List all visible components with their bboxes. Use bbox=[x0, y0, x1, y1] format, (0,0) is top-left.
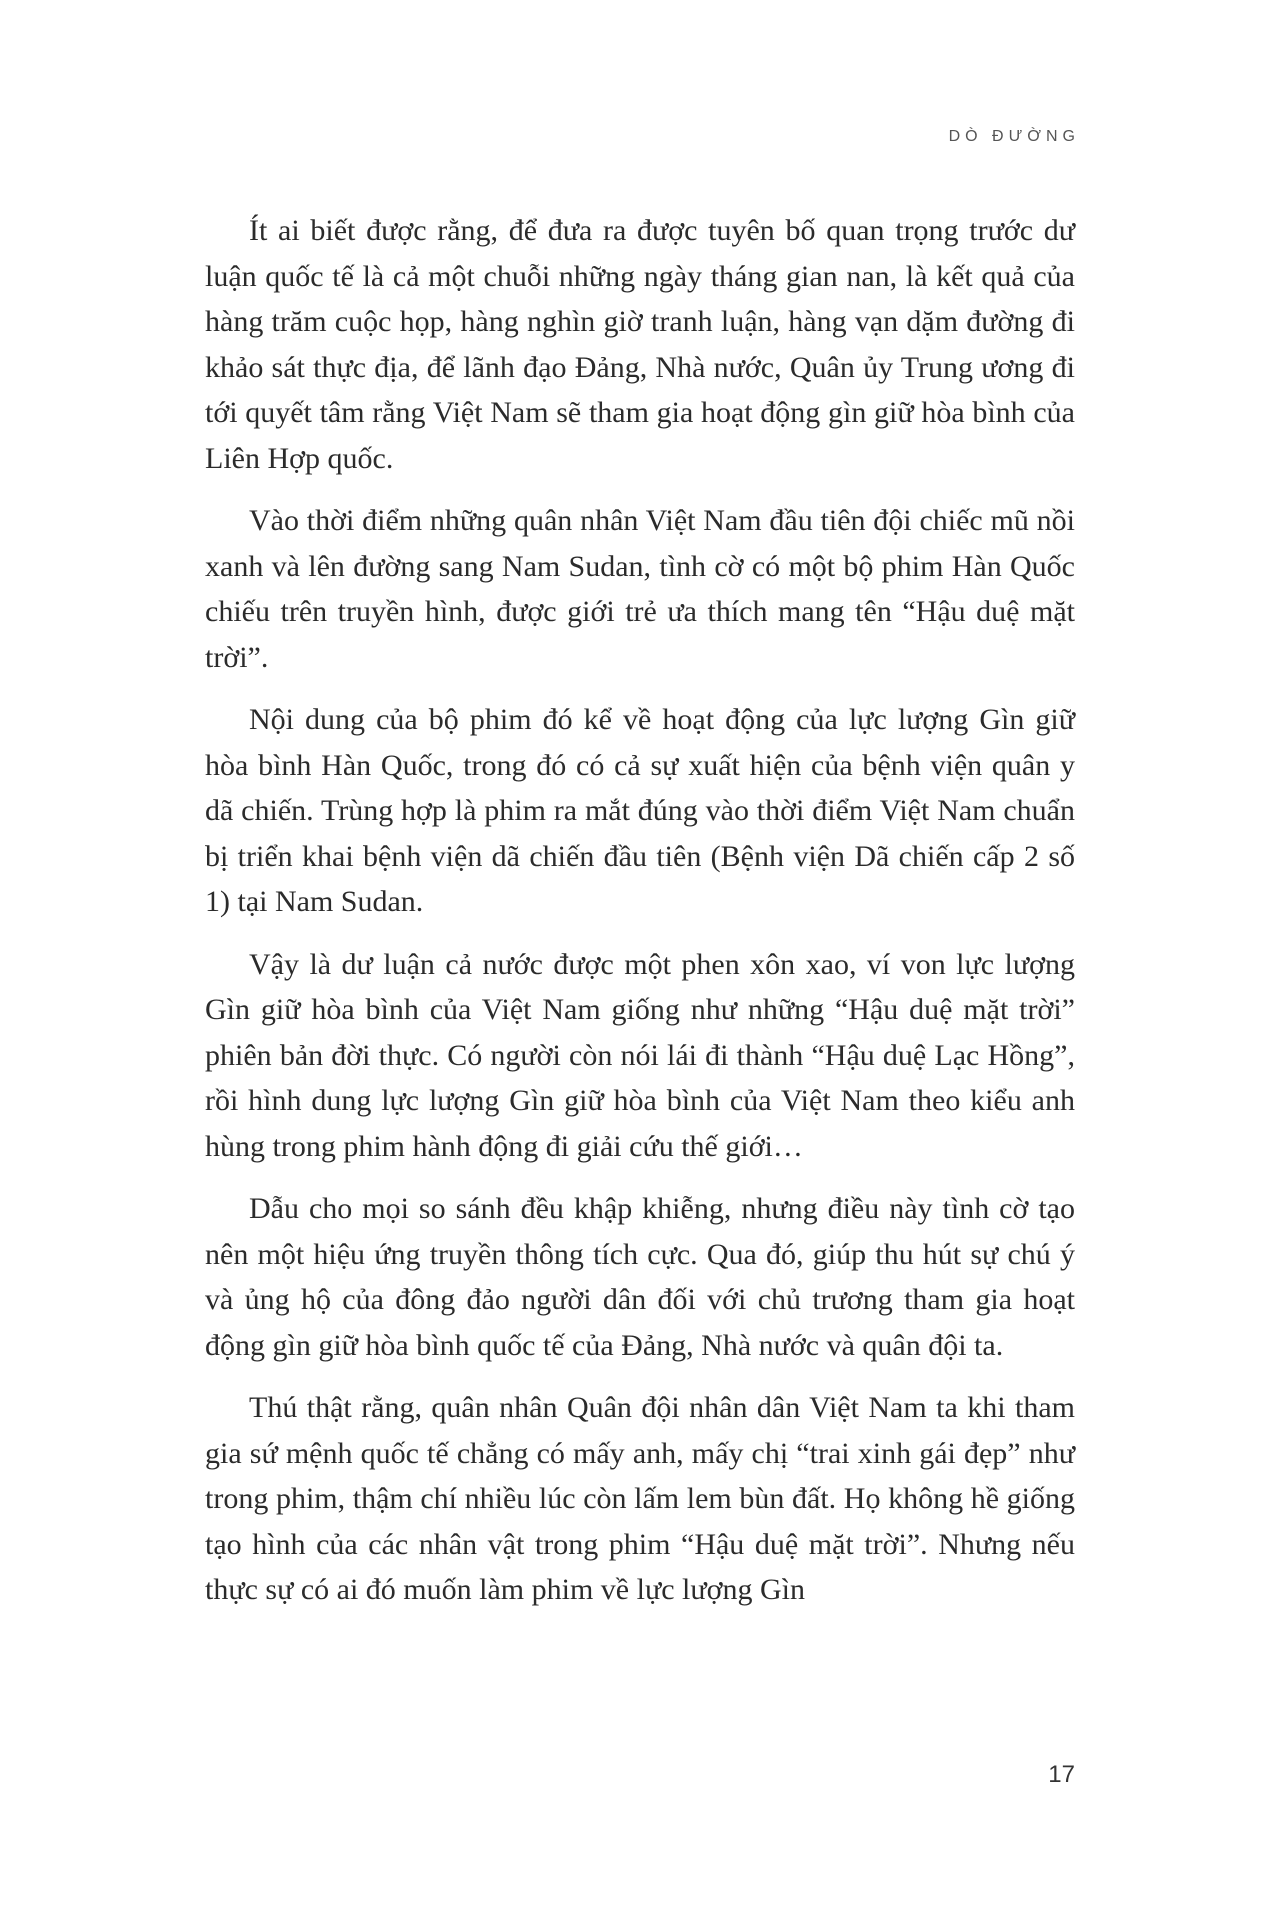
body-text bbox=[205, 208, 1075, 1613]
paragraph-5: Dẫu cho mọi so sánh đều khập khiễng, nhưng điều này tình cờ tạo nên một hiệu ứng truyền thông tích cực. Qua đó, giúp thu hút sự chú ý và ủng hộ của đông đảo người dân đối với chủ trương tham gia hoạt động gìn giữ hòa bình quốc tế của Đảng, Nhà nước và quân đội ta. bbox=[205, 1192, 1075, 1362]
paragraph-6: Thú thật rằng, quân nhân Quân đội nhân dân Việt Nam ta khi tham gia sứ mệnh quốc tế chẳng có mấy anh, mấy chị “trai xinh gái đẹp” như trong phim, thậm chí nhiều lúc còn lấm lem bùn đất. Họ không hề giống tạo hình của các nhân vật trong phim “Hậu duệ mặt trời”. Nhưng nếu thực sự có ai đó muốn làm phim về lực lượng Gìn bbox=[205, 1391, 1075, 1606]
paragraph-1: Ít ai biết được rằng, để đưa ra được tuyên bố quan trọng trước dư luận quốc tế là cả một chuỗi những ngày tháng gian nan, là kết quả của hàng trăm cuộc họp, hàng nghìn giờ tranh luận, hàng vạn dặm đường đi khảo sát thực địa, để lãnh đạo Đảng, Nhà nước, Quân ủy Trung ương đi tới quyết tâm rằng Việt Nam sẽ tham gia hoạt động gìn giữ hòa bình của Liên Hợp quốc. bbox=[205, 214, 1075, 475]
paragraph-3: Nội dung của bộ phim đó kể về hoạt động của lực lượng Gìn giữ hòa bình Hàn Quốc, trong đó có cả sự xuất hiện của bệnh viện quân y dã chiến. Trùng hợp là phim ra mắt đúng vào thời điểm Việt Nam chuẩn bị triển khai bệnh viện dã chiến đầu tiên (Bệnh viện Dã chiến cấp 2 số 1) tại Nam Sudan. bbox=[205, 703, 1075, 918]
page-number: 17 bbox=[1048, 1761, 1075, 1788]
paragraph-2: Vào thời điểm những quân nhân Việt Nam đầu tiên đội chiếc mũ nồi xanh và lên đường sang Nam Sudan, tình cờ có một bộ phim Hàn Quốc chiếu trên truyền hình, được giới trẻ ưa thích mang tên “Hậu duệ mặt trời”. bbox=[205, 504, 1075, 674]
paragraph-4: Vậy là dư luận cả nước được một phen xôn xao, ví von lực lượng Gìn giữ hòa bình của Việt Nam giống như những “Hậu duệ mặt trời” phiên bản đời thực. Có người còn nói lái đi thành “Hậu duệ Lạc Hồng”, rồi hình dung lực lượng Gìn giữ hòa bình của Việt Nam theo kiểu anh hùng trong phim hành động đi giải cứu thế giới… bbox=[205, 947, 1075, 1163]
running-head: DÒ ĐƯỜNG bbox=[948, 128, 1080, 145]
